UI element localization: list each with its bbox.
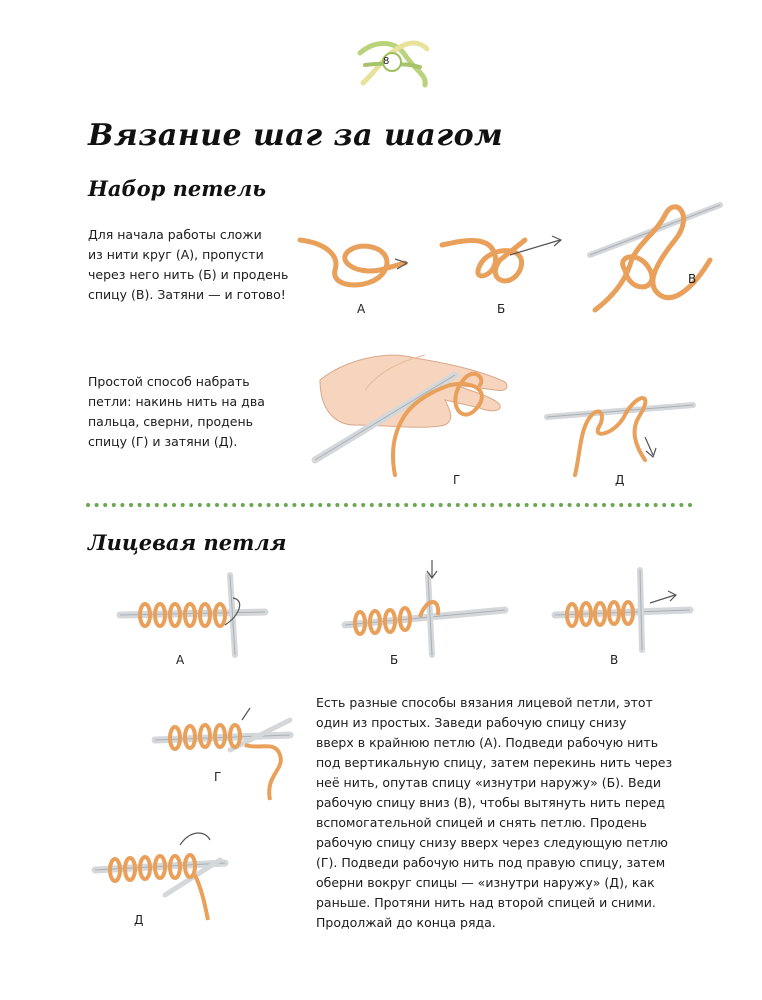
label-cast-on-g: Г [453, 473, 461, 487]
label-cast-on-d: Д [615, 473, 625, 487]
illustration-cast-on-d [545, 375, 695, 480]
illustration-knit-g [150, 700, 300, 810]
label-knit-g: Г [214, 770, 222, 784]
illustration-cast-on-b [440, 215, 570, 295]
label-cast-on-a: А [357, 302, 366, 316]
section-divider [85, 500, 697, 510]
illustration-cast-on-v [585, 195, 725, 325]
illustration-cast-on-g [305, 330, 515, 480]
label-knit-b: Б [390, 653, 399, 667]
cast-on-paragraph-1: Для начала работы сложи из нити круг (А), пропусти через него нить (Б) и продень спицу (В). Затяни — и готово! [88, 227, 289, 302]
label-cast-on-b: Б [497, 302, 506, 316]
illustration-knit-a [115, 570, 275, 660]
label-knit-d: Д [134, 913, 144, 927]
cast-on-paragraph-2: Простой способ набрать петли: накинь нить на два пальца, сверни, продень спицу (Г) и затяни (Д). [88, 374, 265, 449]
label-knit-a: А [176, 653, 185, 667]
page-number-badge [355, 35, 430, 90]
label-cast-on-v: В [688, 272, 697, 286]
illustration-knit-v [550, 565, 700, 655]
label-knit-v: В [610, 653, 619, 667]
section-heading-cast-on: Набор петель [88, 176, 267, 201]
page-title: Вязание шаг за шагом [88, 118, 504, 153]
knit-stitch-paragraph: Есть разные способы вязания лицевой петли, этот один из простых. Заведи рабочую спицу снизу вверх в крайнюю петлю (А). Подведи рабочую нить под вертикальную спицу, затем перекинь нить через неё нить, опутав спицу «изнутри наружу» (Б). Веди рабочую спицу вниз (В), чтобы вытянуть нить перед вспомогательной спицей и снять петлю. Продень рабочую спицу снизу вверх через следующую петлю (Г). Подведи рабочую нить под правую спицу, затем оберни вокруг спицы — «изнутри наружу» (Д), как раньше. Протяни нить над второй спицей и сними. Продолжай до конца ряда. [316, 695, 673, 930]
section-heading-knit-stitch: Лицевая петля [88, 530, 287, 555]
illustration-knit-b [340, 555, 510, 660]
page-number: 8 [383, 56, 390, 67]
illustration-cast-on-a [295, 215, 425, 295]
illustration-knit-d [90, 815, 230, 925]
